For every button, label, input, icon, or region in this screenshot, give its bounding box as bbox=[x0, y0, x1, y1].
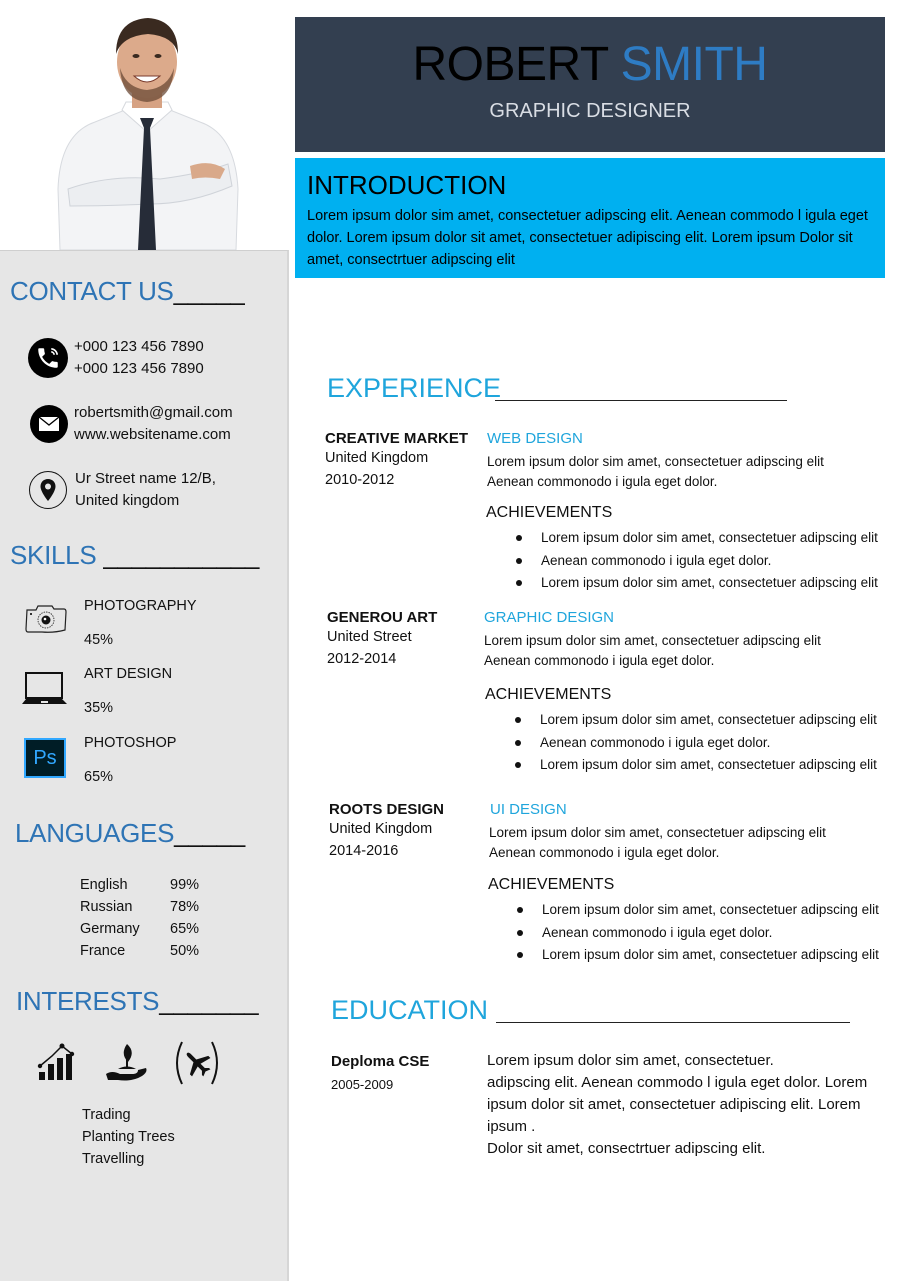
description-line: Aenean commonodo i igula eget dolor. bbox=[489, 845, 720, 860]
job-location: United Kingdom bbox=[325, 450, 429, 466]
introduction-heading: INTRODUCTION bbox=[307, 170, 507, 200]
description-line: Lorem ipsum dolor sim amet, consectetuer adipscing elit bbox=[484, 633, 821, 648]
achievement-item: Aenean commonodo i igula eget dolor. bbox=[512, 732, 877, 755]
contact-heading bbox=[10, 276, 244, 307]
job-company: GENEROU ART bbox=[327, 609, 438, 626]
achievements-list bbox=[513, 527, 878, 595]
job-entry bbox=[325, 430, 468, 491]
job-title: GRAPHIC DESIGNER bbox=[489, 100, 691, 122]
description-line: Lorem ipsum dolor sim amet, consectetuer adipscing elit bbox=[489, 825, 826, 840]
language-percent: 65% bbox=[170, 921, 200, 937]
description-line: Aenean commonodo i igula eget dolor. bbox=[487, 474, 718, 489]
job-years: 2014-2016 bbox=[329, 843, 399, 859]
interest-item: Planting Trees bbox=[82, 1129, 175, 1145]
camera-icon bbox=[24, 600, 74, 646]
contact-phone bbox=[28, 336, 204, 380]
job-years: 2012-2014 bbox=[327, 651, 397, 667]
plant-hand-icon bbox=[104, 1040, 158, 1088]
website-link[interactable]: www.websitename.com bbox=[74, 426, 231, 443]
skill-name: ART DESIGN bbox=[84, 666, 173, 682]
language-percent: 50% bbox=[170, 943, 200, 959]
language-name: English bbox=[80, 877, 128, 893]
achievement-item: Lorem ipsum dolor sim amet, consectetuer adipscing elit bbox=[514, 899, 879, 922]
job-entry bbox=[329, 801, 444, 862]
achievement-item: Lorem ipsum dolor sim amet, consectetuer adipscing elit bbox=[514, 944, 879, 967]
job-company: ROOTS DESIGN bbox=[329, 801, 445, 818]
job-description bbox=[487, 452, 824, 492]
heading-rule: _______ bbox=[159, 986, 259, 1016]
job-years: 2010-2012 bbox=[325, 472, 395, 488]
phone-icon bbox=[28, 338, 68, 378]
job-description bbox=[489, 823, 826, 863]
job-role: UI DESIGN bbox=[490, 801, 567, 818]
job-role: GRAPHIC DESIGN bbox=[484, 609, 615, 626]
skill-percent: 35% bbox=[84, 700, 114, 716]
job-description bbox=[484, 631, 821, 671]
trading-chart-icon bbox=[36, 1040, 90, 1088]
contact-address bbox=[28, 468, 216, 512]
interest-item: Travelling bbox=[82, 1151, 145, 1167]
skill-percent: 65% bbox=[84, 769, 114, 785]
skill-name: PHOTOGRAPHY bbox=[84, 598, 197, 614]
name-header bbox=[295, 17, 885, 152]
first-name: ROBERT bbox=[412, 38, 608, 91]
language-name: Russian bbox=[80, 899, 133, 915]
full-name bbox=[295, 38, 885, 91]
address-line-1: Ur Street name 12/B, bbox=[75, 470, 216, 487]
job-location: United Kingdom bbox=[329, 821, 433, 837]
education-text-line: Lorem ipsum dolor sim amet, consectetuer. bbox=[487, 1052, 774, 1069]
job-location: United Street bbox=[327, 629, 412, 645]
languages-heading bbox=[15, 818, 245, 849]
description-line: Lorem ipsum dolor sim amet, consectetuer adipscing elit bbox=[487, 454, 824, 469]
achievements-list bbox=[512, 709, 877, 777]
education-text-line: ipsum dolor sit amet, consectetuer adipiscing elit. Lorem bbox=[487, 1096, 861, 1113]
achievements-heading: ACHIEVEMENTS bbox=[486, 504, 613, 521]
skill-percent: 45% bbox=[84, 632, 114, 648]
language-percent: 78% bbox=[170, 899, 200, 915]
interests-heading bbox=[16, 986, 258, 1017]
language-row bbox=[80, 940, 199, 962]
education-heading: EDUCATION bbox=[331, 995, 489, 1025]
heading-rule: _____ bbox=[174, 818, 245, 848]
language-name: Germany bbox=[80, 921, 140, 937]
achievement-item: Aenean commonodo i igula eget dolor. bbox=[514, 922, 879, 945]
skill-name: PHOTOSHOP bbox=[84, 735, 177, 751]
description-line: Aenean commonodo i igula eget dolor. bbox=[484, 653, 715, 668]
education-text-line: adipscing elit. Aenean commodo l igula eget dolor. Lorem bbox=[487, 1074, 868, 1091]
introduction-box bbox=[295, 158, 885, 278]
education-text-line: Dolor sit amet, consectrtuer adipscing elit. bbox=[487, 1140, 766, 1157]
interests-heading-text: INTERESTS bbox=[16, 986, 160, 1016]
language-row bbox=[80, 874, 199, 896]
interest-item: Trading bbox=[82, 1107, 131, 1123]
achievements-heading: ACHIEVEMENTS bbox=[485, 686, 612, 703]
heading-rule: ___________ bbox=[103, 540, 260, 570]
achievement-item: Lorem ipsum dolor sim amet, consectetuer adipscing elit bbox=[513, 572, 878, 595]
laptop-icon bbox=[20, 668, 70, 714]
skills-heading-text: SKILLS bbox=[10, 540, 97, 570]
achievement-item: Lorem ipsum dolor sim amet, consectetuer adipscing elit bbox=[512, 754, 877, 777]
contact-email bbox=[28, 402, 233, 446]
phone-1[interactable]: +000 123 456 7890 bbox=[74, 338, 204, 355]
address-line-2: United kingdom bbox=[75, 492, 180, 509]
skills-heading bbox=[10, 540, 259, 571]
language-name: France bbox=[80, 943, 126, 959]
contact-heading-text: CONTACT US bbox=[10, 276, 174, 306]
languages-heading-text: LANGUAGES bbox=[15, 818, 175, 848]
education-text-line: ipsum . bbox=[487, 1118, 536, 1135]
phone-2[interactable]: +000 123 456 7890 bbox=[74, 360, 204, 377]
education-degree: Deploma CSE bbox=[331, 1053, 430, 1070]
achievements-list bbox=[514, 899, 879, 967]
email-link[interactable]: robertsmith@gmail.com bbox=[74, 404, 233, 421]
location-pin-icon bbox=[29, 471, 67, 509]
job-role: WEB DESIGN bbox=[487, 430, 583, 447]
airplane-icon bbox=[170, 1038, 224, 1086]
experience-heading: EXPERIENCE bbox=[327, 373, 502, 403]
job-company: CREATIVE MARKET bbox=[325, 430, 469, 447]
photoshop-icon bbox=[24, 738, 66, 778]
interests-list bbox=[82, 1104, 175, 1170]
experience-rule bbox=[495, 400, 787, 401]
achievements-heading: ACHIEVEMENTS bbox=[488, 876, 615, 893]
introduction-text: Lorem ipsum dolor sim amet, consectetuer adipscing elit. Aenean commodo l igula eget dolor. Lorem ipsum dolor sit amet, consectetuer adipiscing elit. Lorem ipsum Dolor sit amet, consectrtuer adipscing elit bbox=[307, 208, 868, 268]
heading-rule: _____ bbox=[173, 276, 245, 306]
education-description bbox=[487, 1050, 887, 1160]
last-name: SMITH bbox=[620, 38, 768, 91]
job-entry bbox=[327, 609, 437, 670]
language-row bbox=[80, 918, 199, 940]
achievement-item: Aenean commonodo i igula eget dolor. bbox=[513, 550, 878, 573]
email-icon bbox=[30, 405, 68, 443]
profile-photo bbox=[50, 14, 245, 250]
achievement-item: Lorem ipsum dolor sim amet, consectetuer adipscing elit bbox=[513, 527, 878, 550]
education-years: 2005-2009 bbox=[331, 1077, 394, 1092]
achievement-item: Lorem ipsum dolor sim amet, consectetuer adipscing elit bbox=[512, 709, 877, 732]
languages-list bbox=[80, 874, 199, 962]
language-percent: 99% bbox=[170, 877, 200, 893]
education-rule bbox=[496, 1022, 850, 1023]
language-row bbox=[80, 896, 199, 918]
photoshop-icon-text: Ps bbox=[33, 746, 57, 769]
